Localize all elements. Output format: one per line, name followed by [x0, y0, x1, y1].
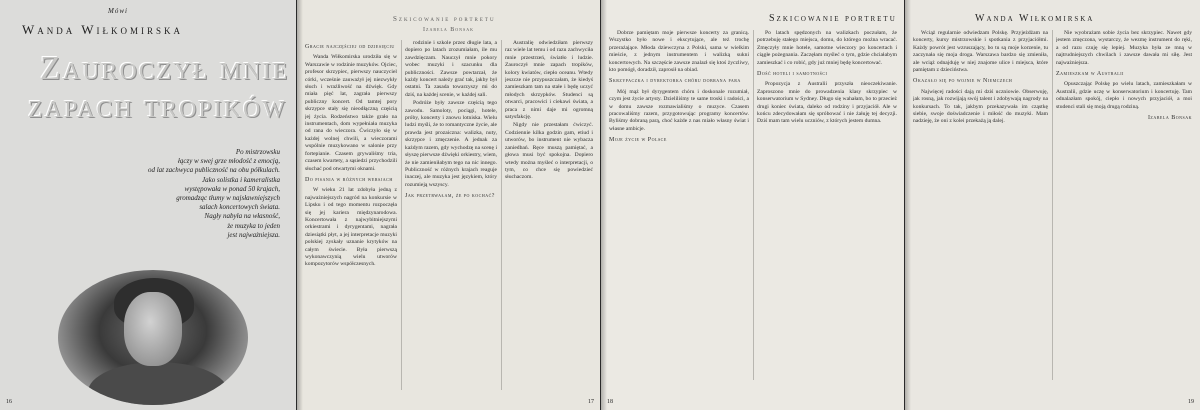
page-title-portrait: [0, 0, 296, 410]
lead-line: jest najważniejsza.: [227, 230, 280, 239]
running-head: Wanda Wiłkomirska: [975, 13, 1095, 24]
subheading: Dość hoteli i samotności: [757, 71, 828, 78]
lead-line: Nagły nabyła na własność,: [204, 212, 280, 221]
subheading: Moje życie w Polsce: [609, 137, 667, 144]
page-number: 17: [588, 399, 594, 405]
subheading: Gracie najczęściej od dziesięciu: [305, 44, 395, 50]
lead-line: Po mistrzowsku: [235, 148, 280, 156]
lead-line: od lat zachwyca publiczność na obu półkulach.: [147, 166, 280, 175]
byline: Izabela Bonsak: [423, 27, 475, 33]
lead-line: że muzyka to jeden: [227, 221, 280, 230]
portrait-photo: [58, 270, 248, 405]
author-name: Wanda Wiłkomirska: [22, 22, 184, 37]
subheading: Zamieszkam w Australii: [1056, 71, 1124, 78]
article-title-line-1: Zauroczył mnie: [40, 50, 290, 87]
text-column: [757, 30, 897, 400]
subheading: Okazało się po wojnie w Niemczech: [913, 78, 1013, 85]
lead-line: salach koncertowych świata.: [199, 203, 280, 212]
text-column: [305, 40, 397, 402]
subheading: Jak przetrwałam, że po kochać?: [405, 193, 495, 200]
page-number: 16: [6, 399, 12, 405]
paragraph: Nie wyobrażam sobie życia bez skrzypiec. Nawet gdy jestem zmęczona, wystarczy, że wezmę instrument do ręki, a od razu czuję się lepiej. Muzyka była ze mną w najtrudniejszych chwilach i zawsze dawała mi siłę. Jest najważniejsza.: [1056, 30, 1192, 66]
paragraph: Po latach spędzonych na walizkach poczułam, że potrzebuję stałego miejsca, domu, do którego można wracać. Zmęczyły mnie hotele, samotne wieczory po koncertach i ciągłe pożegnania. Zaczęłam myśleć o tym, gdzie chciałabym zamieszkać i co robić, gdy już mniej będę koncertować.: [757, 30, 897, 66]
paragraph: Nigdy nie przestałam ćwiczyć. Codziennie kilka godzin gam, etiud i utworów, bo instrument nie wybacza zaniedbań. Ręce muszą pamiętać, a głowa musi być spokojna. Dopiero wtedy można myśleć o interpretacji, o tym, co chce się powiedzieć słuchaczom.: [505, 122, 593, 181]
speaker-tag: Mówi: [108, 7, 128, 15]
article-title-line-2: zapach tropików: [28, 88, 287, 125]
paragraph: Najwięcej radości dają mi dziś uczniowie. Obserwuję, jak rosną, jak rozwijają swój talent i zdobywają nagrody na konkursach. To tak, jakbym przekazywała im cząstkę siebie, swoje doświadczenie i miłość do muzyki. Mam nadzieję, że oni z kolei przekażą ją dalej.: [913, 88, 1048, 125]
lead-line: Jako solistka i kameralistka: [202, 175, 280, 184]
paragraph: Wanda Wiłkomirska urodziła się w Warszawie w rodzinie muzyków. Ojciec, profesor skrzypiec, pierwszy nauczyciel córki, wcześnie zauważył jej niezwykły słuch i wrażliwość na dźwięk. Gdy miała pięć lat, zagrała pierwszy publiczny koncert. Od tamtej pory skrzypce stały się nieodłączną częścią jej życia. Rodzeństwo także grało na instrumentach, dom wypełniała muzyka od rana do wieczora. Ćwiczyło się w każdej wolnej chwili, a wieczorami wspólnie muzykowano w salonie przy fortepianie. Czasem grywaliśmy tria, czasem kwartety, a sąsiedzi przychodzili słuchać pod otwartymi oknami.: [305, 54, 397, 172]
text-column: [1056, 30, 1192, 400]
paragraph: Dobrze pamiętam moje pierwsze koncerty za granicą. Wszystko było nowe i ekscytujące, ale też trochę przerażające. Młoda dziewczyna z Polski, sama w wielkim mieście, z jednym instrumentem i walizką sukni koncertowych. Na szczęście zawsze znalazł się ktoś życzliwy, kto pomógł, doradził, zaprosił na obiad.: [609, 30, 749, 74]
paragraph: rodzinie i szkole przez długie lata, a dopiero po latach zrozumiałam, ile mu zawdzięczam. Nauczył mnie pokory wobec muzyki i szacunku dla publiczności. Zawsze powtarzał, że każdy koncert należy grać tak, jakby był ostatni. Ta zasada towarzyszy mi do dziś, na każdej scenie, w każdej sali.: [405, 40, 497, 98]
text-column: [609, 30, 749, 400]
paragraph: Opuszczając Polskę po wielu latach, zamieszkałam w Australii, gdzie uczę w konserwatorium i koncertuję. Tam odnalazłam spokój, ciepło i nowych przyjaciół, a moi studenci stali się moją drugą rodziną.: [1056, 81, 1192, 110]
paragraph: W wieku 21 lat zdobyła jedną z najważniejszych nagród na konkursie w Lipsku i od tego momentu rozpoczęła się jej kariera międzynarodowa. Koncertowała z najwybitniejszymi orkiestrami i dyrygentami, nagrała dziesiątki płyt, a jej interpretacje muzyki polskiej zyskały uznanie krytyków na całym świecie. Była pierwszą wykonawczynią wielu utworów kompozytorów współczesnych.: [305, 187, 397, 268]
paragraph: Australię odwiedziłam pierwszy raz wiele lat temu i od razu zachwyciła mnie przestrzeń, światło i ludzie. Zauroczył mnie zapach tropików, kolory kwiatów, ciepło oceanu. Wtedy jeszcze nie przypuszczałam, że kiedyś zamieszkam tam na stałe i będę uczyć młodych skrzypków. Studenci są otwarci, pracowici i ciekawi świata, a praca z nimi daje mi ogromną satysfakcję.: [505, 40, 593, 121]
running-head: Szkicowanie portretu: [769, 13, 897, 24]
lead-line: łączy w swej grze młodość z emocją,: [177, 157, 280, 166]
paragraph: Mój mąż był dyrygentem chóru i doskonale rozumiał, czym jest życie artysty. Dzieliliśmy te same troski i radości, a w domu zawsze rozmawialiśmy o muzyce. Czasem pracowaliśmy razem, przygotowując programy koncertów. Byliśmy dobraną parą, choć każde z nas miało własny świat i własne ambicje.: [609, 88, 749, 132]
page-number: 19: [1188, 399, 1194, 405]
paragraph: Propozycja z Australii przyszła nieoczekiwanie. Zaproszono mnie do prowadzenia klasy skrzypiec w konserwatorium w Sydney. Długo się wahałam, bo to przecież drugi koniec świata, daleko od rodziny i przyjaciół. Ale w końcu zdecydowałam się spróbować i nie żałuję tej decyzji. Dziś mam tam wielu uczniów, z których jestem dumna.: [757, 81, 897, 125]
text-column: [405, 40, 497, 402]
lead-line: gromadząc tłumy w najsławniejszych: [176, 194, 280, 203]
page-article-2: [601, 0, 904, 410]
paragraph: Podróże były zawsze częścią tego zawodu. Samoloty, pociągi, hotele, próby, koncerty i znowu lotniska. Wielu ludzi myśli, że to romantyczne życie, ale prawda jest prozaiczna: walizka, nuty, skrzypce i zmęczenie. A jednak za każdym razem, gdy wychodzę na scenę i słyszę pierwsze dźwięki orkiestry, wiem, że nie zamieniłabym tego na nic innego. Publiczność w różnych krajach reaguje inaczej, ale muzyka jest językiem, który rozumieją wszyscy.: [405, 100, 497, 188]
subheading: Do pisania w różnych wersjach: [305, 176, 393, 183]
text-column: [913, 30, 1048, 400]
page-article-1: [297, 0, 600, 410]
running-head: Szkicowanie portretu: [393, 15, 496, 23]
signature: Izabela Bonsak: [1147, 115, 1192, 122]
paragraph: Wciąż regularnie odwiedzam Polskę. Przyjeżdżam na koncerty, kursy mistrzowskie i spotkania z przyjaciółmi. Każdy powrót jest wzruszający, bo tu są moje korzenie, tu zaczynała się moja droga. Warszawa bardzo się zmieniła, ale wciąż odnajduję w niej znajome ulice i miejsca, które pamiętam z dzieciństwa.: [913, 30, 1048, 74]
page-article-3: [905, 0, 1200, 410]
subheading: Skrzypaczka i dyrektorka chóru dobrana para: [609, 78, 741, 85]
text-column: [505, 40, 593, 402]
lead-line: występowała w ponad 50 krajach,: [184, 184, 280, 193]
article-lead: [80, 148, 280, 240]
page-number: 18: [607, 399, 613, 405]
